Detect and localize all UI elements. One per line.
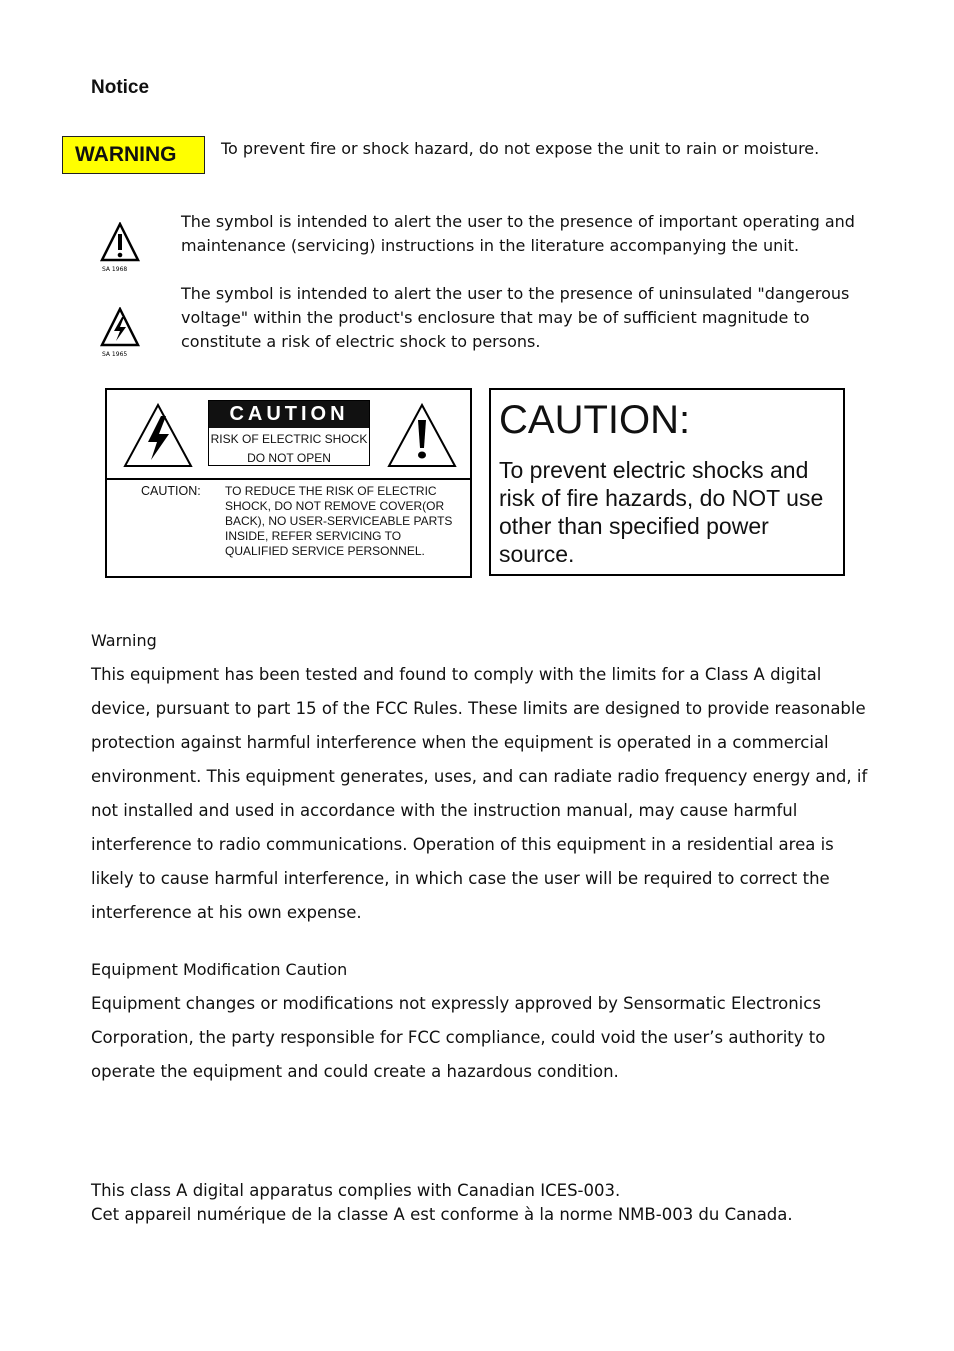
exclamation-triangle-icon [98, 222, 154, 274]
symbol-description: The symbol is intended to alert the user to the presence of important operating and maintenance (servicing) instructions in the literature accompanying the unit. [181, 212, 855, 255]
symbol-description: The symbol is intended to alert the user to the presence of uninsulated "dangerous voltage" within the product's enclosure that may be of sufficient magnitude to constitute a risk of electric shock to persons. [181, 284, 850, 351]
lightning-triangle-icon [98, 307, 154, 359]
caution-word: CAUTION: [141, 484, 201, 498]
ices-statement-french: Cet appareil numérique de la classe A est conforme à la norme NMB-003 du Canada. [91, 1205, 793, 1224]
caution-heading: CAUTION [209, 401, 369, 428]
caution-box [208, 400, 370, 466]
section-body: Equipment changes or modifications not expressly approved by Sensormatic Electronics Corporation, the party responsible for FCC compliance, could void the user’s authority to operate the equipment and could create a hazardous condition. [91, 994, 826, 1081]
page-title: Notice [91, 77, 150, 98]
lightning-triangle-icon [121, 402, 195, 470]
caution-body: To prevent electric shocks and risk of fire hazards, do NOT use other than specified power source. [499, 457, 824, 567]
symbol-caption: SA 1965 [102, 351, 128, 358]
caution-sub-line: DO NOT OPEN [247, 451, 331, 465]
caution-title: CAUTION: [499, 398, 691, 442]
caution-label-left [105, 388, 472, 578]
ices-statement-english: This class A digital apparatus complies with Canadian ICES-003. [91, 1181, 621, 1200]
warning-text: To prevent fire or shock hazard, do not expose the unit to rain or moisture. [221, 139, 820, 158]
symbol-caption: SA 1968 [102, 266, 128, 273]
section-title: Warning [91, 631, 157, 650]
section-title: Equipment Modification Caution [91, 960, 348, 979]
caution-body: TO REDUCE THE RISK OF ELECTRIC SHOCK, DO NOT REMOVE COVER(OR BACK), NO USER-SERVICEABLE PARTS INSIDE, REFER SERVICING TO QUALIFIED SERVICE PERSONNEL. [225, 484, 453, 558]
caution-sub-line: RISK OF ELECTRIC SHOCK [210, 432, 368, 446]
warning-badge: WARNING [62, 136, 205, 174]
exclamation-triangle-icon [385, 402, 459, 470]
caution-label-right [489, 388, 845, 576]
section-body: This equipment has been tested and found to comply with the limits for a Class A digital device, pursuant to part 15 of the FCC Rules. These limits are designed to provide reasonable protection against harmful interference when the equipment is operated in a commercial environment. This equipment generates, uses, and can radiate radio frequency energy and, if not installed and used in accordance with the instruction manual, may cause harmful interference to radio communications. Operation of this equipment in a residential area is likely to cause harmful interference, in which case the user will be required to correct the interference at his own expense. [91, 665, 868, 922]
